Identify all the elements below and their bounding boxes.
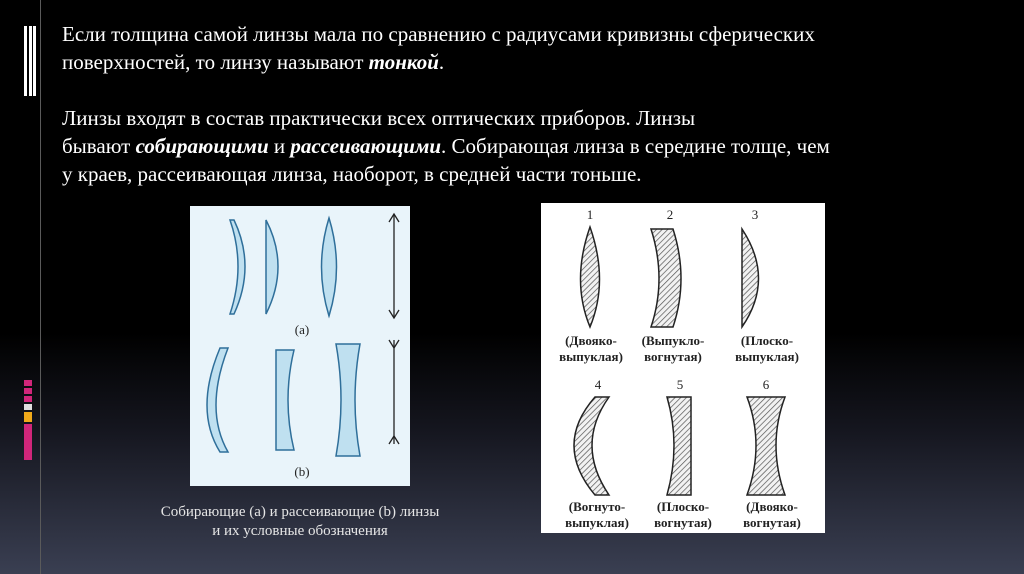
paragraph2-line2 bbox=[62, 132, 1012, 160]
paragraph2-text-c: . Собирающая линза в середине толще, чем bbox=[441, 134, 830, 158]
lens-plano-concave-hatched bbox=[667, 397, 691, 495]
label-a: (a) bbox=[294, 322, 310, 337]
lens-biconvex-hatched bbox=[581, 227, 600, 327]
paragraph1-line2 bbox=[62, 48, 1012, 76]
figure-lens-symbols bbox=[190, 206, 410, 486]
lens-number-1: 1 bbox=[586, 207, 594, 222]
decorative-bars-top bbox=[24, 26, 36, 96]
lens-label-2a: (Выпукло- bbox=[641, 333, 705, 348]
left-divider-line bbox=[40, 0, 41, 574]
lens-label-1b: выпуклая) bbox=[559, 349, 623, 364]
lens-label-6b: вогнутая) bbox=[743, 515, 801, 530]
lens-biconvex bbox=[322, 218, 337, 316]
diverging-lens-symbol bbox=[389, 340, 399, 444]
lens-label-5b: вогнутая) bbox=[654, 515, 712, 530]
label-b: (b) bbox=[294, 464, 310, 479]
lens-plano-convex bbox=[266, 220, 278, 314]
lens-number-4: 4 bbox=[594, 377, 602, 392]
converging-lens-symbol bbox=[389, 214, 399, 318]
lens-plano-concave bbox=[276, 350, 294, 450]
lens-number-6: 6 bbox=[762, 377, 770, 392]
paragraph2-text-a: бывают bbox=[62, 134, 136, 158]
lens-convex-concave-hatched bbox=[651, 229, 681, 327]
paragraph2-line3: у краев, рассеивающая линза, наоборот, в средней части тоньше. bbox=[62, 162, 642, 186]
paragraph-lens-types bbox=[62, 104, 1012, 188]
lens-diverging-meniscus bbox=[207, 348, 228, 452]
paragraph2-line1: Линзы входят в состав практически всех оптических приборов. Линзы bbox=[62, 106, 696, 130]
term-converging: собирающими bbox=[135, 134, 269, 158]
lens-label-3b: выпуклая) bbox=[735, 349, 799, 364]
paragraph2-text-b: и bbox=[268, 134, 291, 158]
paragraph1-text: поверхностей, то линзу называют bbox=[62, 50, 369, 74]
lens-concave-convex-hatched bbox=[574, 397, 609, 495]
lens-types-drawing bbox=[541, 203, 825, 533]
lens-label-2b: вогнутая) bbox=[644, 349, 702, 364]
term-diverging: рассеивающими bbox=[290, 134, 442, 158]
lens-label-4b: выпуклая) bbox=[565, 515, 629, 530]
lens-biconcave-hatched bbox=[747, 397, 785, 495]
figure-lens-types bbox=[541, 203, 825, 533]
lens-plano-convex-hatched bbox=[742, 229, 759, 327]
lens-symbols-drawing bbox=[190, 206, 410, 486]
lens-number-3: 3 bbox=[751, 207, 759, 222]
caption-line1: Собирающие (а) и рассеивающие (b) линзы bbox=[160, 504, 440, 520]
paragraph1-line1: Если толщина самой линзы мала по сравнению с радиусами кривизны сферических bbox=[62, 22, 815, 46]
lens-label-6a: (Двояко- bbox=[746, 499, 798, 514]
paragraph1-period: . bbox=[438, 50, 445, 74]
paragraph-thin-lens bbox=[62, 20, 1012, 76]
lens-label-3a: (Плоско- bbox=[740, 333, 794, 348]
decorative-bars-colored bbox=[24, 380, 32, 460]
lens-label-4a: (Вогнуто- bbox=[568, 499, 626, 514]
lens-label-1a: (Двояко- bbox=[565, 333, 617, 348]
lens-label-5a: (Плоско- bbox=[656, 499, 710, 514]
caption-line2: и их условные обозначения bbox=[212, 523, 388, 539]
lens-converging-meniscus bbox=[230, 220, 245, 314]
lens-biconcave bbox=[336, 344, 360, 456]
figure-caption bbox=[100, 503, 500, 541]
lens-number-2: 2 bbox=[666, 207, 674, 222]
lens-number-5: 5 bbox=[676, 377, 684, 392]
term-thin: тонкой bbox=[368, 50, 439, 74]
